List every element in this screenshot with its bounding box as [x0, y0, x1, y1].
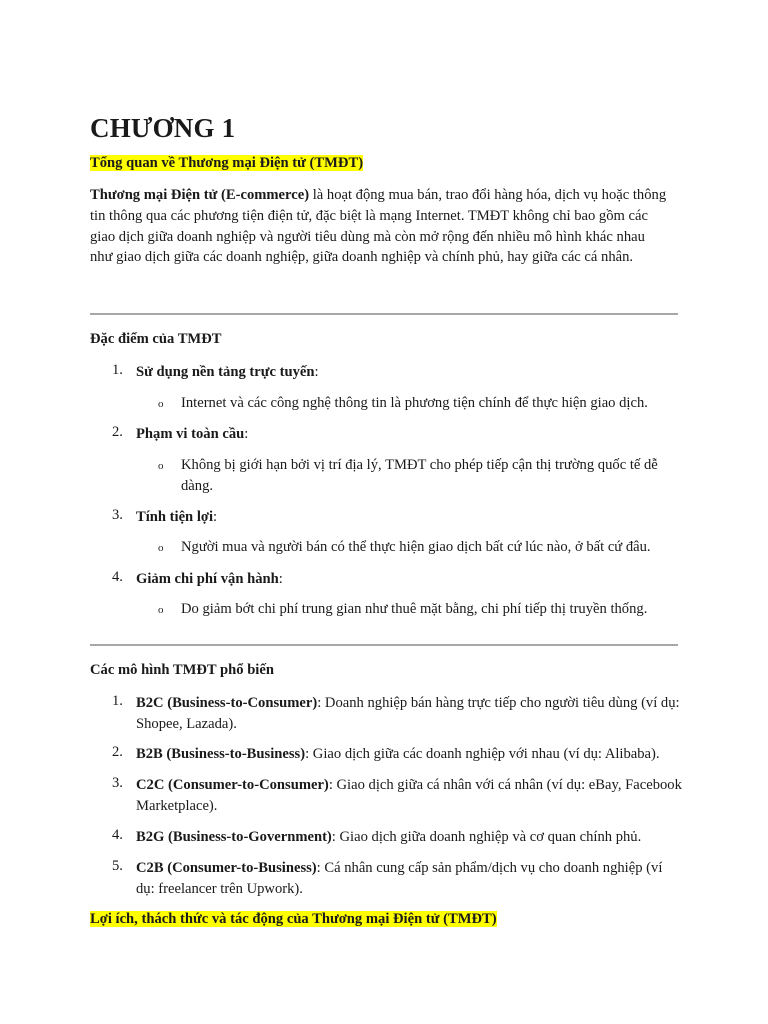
model-label: B2G (Business-to-Government)	[136, 829, 332, 845]
hollow-bullet-icon: o	[158, 460, 164, 472]
model-number: 5.	[112, 858, 123, 874]
feature-number: 2.	[112, 424, 123, 440]
model-number: 1.	[112, 693, 123, 709]
subtitle-overview	[90, 154, 363, 172]
model-text: : Doanh nghiệp bán hàng trực tiếp cho người tiêu dùng (ví dụ: Shopee, Lazada).	[136, 695, 680, 732]
separator-2	[90, 644, 678, 646]
model-number: 4.	[112, 827, 123, 843]
model-text: : Cá nhân cung cấp sản phẩm/dịch vụ cho doanh nghiệp (ví dụ: freelancer trên Upwork).	[136, 860, 663, 897]
subtitle-benefits	[90, 910, 497, 928]
feature-bullet-text: Không bị giới hạn bởi vị trí địa lý, TMĐT cho phép tiếp cận thị trường quốc tế dễ dàng.	[181, 457, 658, 494]
feature-suffix: :	[314, 364, 319, 380]
hollow-bullet-icon: o	[158, 604, 164, 616]
feature-bullet-text: Do giảm bớt chi phí trung gian như thuê mặt bằng, chi phí tiếp thị truyền thống.	[181, 601, 648, 617]
feature-number: 3.	[112, 507, 123, 523]
model-item	[136, 744, 684, 765]
feature-item	[136, 507, 684, 528]
model-label: C2C (Consumer-to-Consumer)	[136, 777, 329, 793]
intro-text: là hoạt động mua bán, trao đổi hàng hóa, dịch vụ hoặc thông tin thông qua các phương tiện điện tử, đặc biệt là mạng Internet. TMĐT không chỉ bao gồm các giao dịch giữa doanh nghiệp và người tiêu dùng mà còn mở rộng đến nhiều mô hình khác nhau như giao dịch giữa các doanh nghiệp, giữa doanh nghiệp và chính phủ, hay giữa các cá nhân.	[90, 187, 667, 266]
subtitle-overview-text: Tổng quan về Thương mại Điện tử (TMĐT)	[90, 155, 364, 171]
intro-paragraph	[90, 185, 670, 268]
model-item	[136, 858, 684, 900]
section-title-models: Các mô hình TMĐT phổ biến	[90, 662, 274, 678]
model-item	[136, 827, 684, 848]
feature-item	[136, 362, 684, 383]
model-label: B2C (Business-to-Consumer)	[136, 695, 318, 711]
hollow-bullet-icon: o	[158, 398, 164, 410]
feature-number: 4.	[112, 569, 123, 585]
feature-label: Phạm vi toàn cầu	[136, 426, 245, 442]
feature-label: Tính tiện lợi	[136, 509, 214, 525]
model-number: 2.	[112, 744, 123, 760]
model-label: C2B (Consumer-to-Business)	[136, 860, 317, 876]
feature-suffix: :	[244, 426, 249, 442]
model-label: B2B (Business-to-Business)	[136, 746, 306, 762]
model-number: 3.	[112, 775, 123, 791]
feature-bullet-text: Người mua và người bán có thể thực hiện giao dịch bất cứ lúc nào, ở bất cứ đâu.	[181, 539, 651, 555]
model-item	[136, 775, 684, 817]
model-text: : Giao dịch giữa các doanh nghiệp với nhau (ví dụ: Alibaba).	[305, 746, 660, 762]
model-item	[136, 693, 684, 735]
feature-suffix: :	[213, 509, 218, 525]
feature-suffix: :	[278, 571, 283, 587]
chapter-title: CHƯƠNG 1	[90, 113, 236, 143]
feature-item	[136, 424, 684, 445]
subtitle-benefits-text: Lợi ích, thách thức và tác động của Thương mại Điện tử (TMĐT)	[90, 911, 497, 927]
feature-label: Giảm chi phí vận hành	[136, 571, 279, 587]
section-title-features: Đặc điểm của TMĐT	[90, 331, 222, 347]
feature-bullet-text: Internet và các công nghệ thông tin là phương tiện chính để thực hiện giao dịch.	[181, 395, 648, 411]
model-text: : Giao dịch giữa doanh nghiệp và cơ quan chính phủ.	[331, 829, 642, 845]
feature-number: 1.	[112, 362, 123, 378]
feature-label: Sử dụng nền tảng trực tuyến	[136, 364, 315, 380]
model-text: : Giao dịch giữa cá nhân với cá nhân (ví dụ: eBay, Facebook Marketplace).	[136, 777, 682, 814]
intro-bold-term: Thương mại Điện tử (E-commerce)	[90, 187, 310, 203]
separator-1	[90, 313, 678, 315]
feature-item	[136, 569, 684, 590]
hollow-bullet-icon: o	[158, 542, 164, 554]
